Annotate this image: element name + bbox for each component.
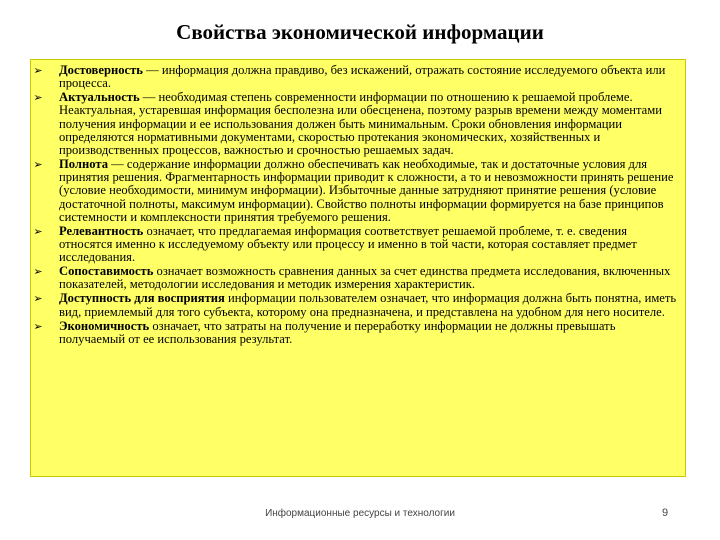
property-text: — содержание информации должно обеспечивать как необходимые, так и достаточные условия для принятия решения. Фрагментарность информации приводит к сложности, а то и невозможности принять решение (условие необходимости, минимум информации). Избыточные данные затрудняют принятие решения (условие достаточной полноты, максимум информации). Свойство полноты информации формируется на базе принципов системности и комплексности принятия требуемого решения. <box>59 157 674 224</box>
arrow-check-bullet-icon: ➢ <box>33 265 43 279</box>
list-item <box>31 91 677 157</box>
slide-title: Свойства экономической информации <box>176 20 544 44</box>
property-term: Релевантность <box>59 223 144 238</box>
list-item <box>31 158 677 224</box>
footer-caption: Информационные ресурсы и технологии <box>265 508 455 519</box>
list-item <box>31 292 677 318</box>
arrow-check-bullet-icon: ➢ <box>33 91 43 105</box>
property-text: означает, что затраты на получение и переработку информации не должны превышать получаемый от ее использования результат. <box>59 318 616 346</box>
list-item <box>31 320 677 346</box>
arrow-check-bullet-icon: ➢ <box>33 64 43 77</box>
arrow-check-bullet-icon: ➢ <box>33 319 43 333</box>
properties-box <box>30 59 686 477</box>
page-number: 9 <box>662 507 669 519</box>
list-item <box>31 265 677 291</box>
property-text: означает возможность сравнения данных за счет единства предмета исследования, включенных показателей, методологии исследования и методик измерения характеристик. <box>59 264 671 292</box>
arrow-check-bullet-icon: ➢ <box>33 224 43 238</box>
property-term: Актуальность <box>59 90 140 105</box>
property-text: — информация должна правдиво, без искажений, отражать состояние исследуемого объекта или процесса. <box>59 63 666 91</box>
property-text: означает, что предлагаемая информация соответствует решаемой проблеме, т. е. сведения относятся именно к исследуемому объекту или процессу и именно в той части, которая составляет предмет исследования. <box>59 223 637 265</box>
property-term: Экономичность <box>59 318 150 333</box>
arrow-check-bullet-icon: ➢ <box>33 292 43 306</box>
properties-list <box>31 60 685 346</box>
property-term: Сопоставимость <box>59 264 154 279</box>
property-term: Доступность для восприятия <box>59 291 225 306</box>
arrow-check-bullet-icon: ➢ <box>33 158 43 172</box>
property-text: информации пользователем означает, что информация должна быть понятна, иметь вид, приемлемый для того субъекта, которому она предназначена, и представлена на удобном для него носителе. <box>59 291 677 319</box>
list-item <box>31 225 677 265</box>
list-item <box>31 64 677 90</box>
property-term: Полнота <box>59 157 109 172</box>
property-term: Достоверность <box>59 63 143 77</box>
property-text: — необходимая степень современности информации по отношению к решаемой проблеме. Неактуальная, устаревшая информация бесполезна или обесценена, поэтому разрыв времени между моментами получения информации и ее использования должен быть минимальным. Сроки обновления информации определяются нормативными документами, скоростью протекания экономических, хозяйственных и производственных процессов, важностью и срочностью решаемых задач. <box>59 90 662 158</box>
